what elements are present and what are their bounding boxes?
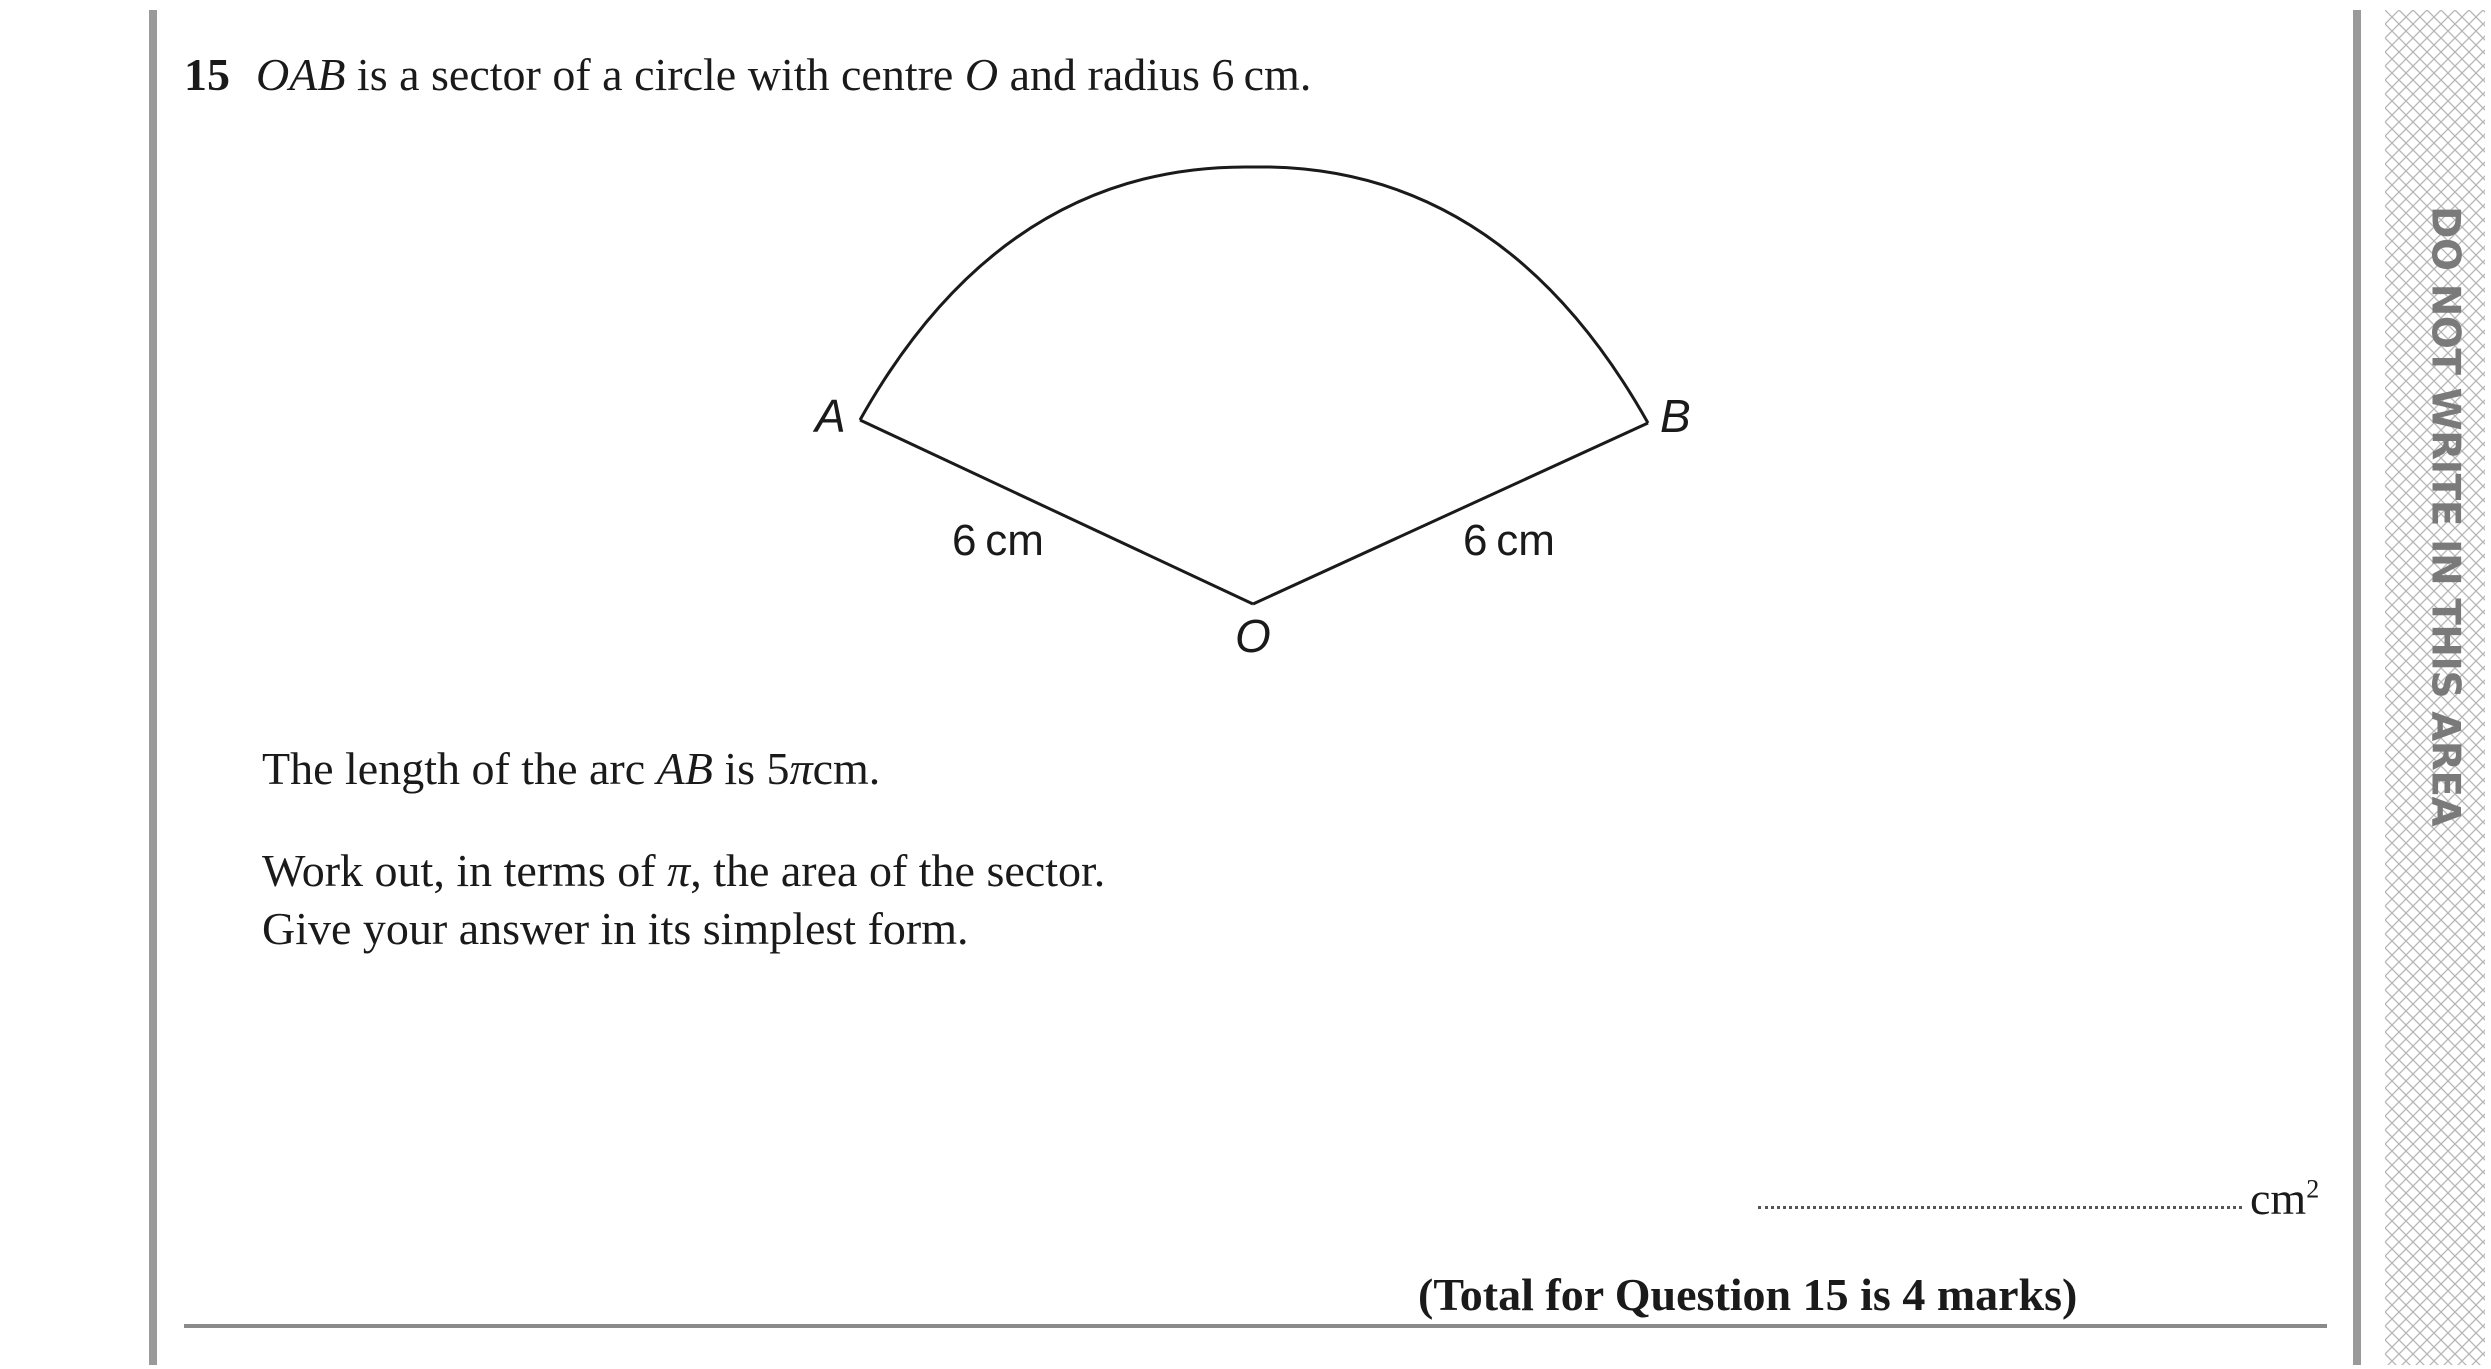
- do-not-write-notice: DO NOT WRITE IN THIS AREA: [2422, 205, 2468, 827]
- question-end-rule: [184, 1324, 2327, 1328]
- sector-arc: [860, 167, 1648, 423]
- answer-line[interactable]: [1758, 1206, 2242, 1209]
- radius-oa: [860, 420, 1253, 604]
- stem-text-2: and radius 6 cm.: [998, 49, 1312, 100]
- label-b: B: [1660, 390, 1691, 442]
- instruction-line-1: Work out, in terms of π, the area of the sector.: [262, 845, 1106, 896]
- pi-symbol: π: [667, 845, 691, 896]
- label-radius-ob: 6 cm: [1463, 516, 1555, 565]
- answer-unit: $cm^2$: [2250, 1173, 2320, 1224]
- arc-name: AB: [656, 743, 713, 794]
- stem-sector-name: OAB: [256, 49, 346, 100]
- instruction-text: [262, 842, 1105, 957]
- question-number: 15: [184, 49, 230, 100]
- label-radius-oa: 6 cm: [952, 516, 1044, 565]
- total-marks: (Total for Question 15 is 4 marks): [1418, 1269, 2078, 1320]
- stem-centre-name: O: [964, 49, 999, 100]
- radius-ob: [1253, 423, 1648, 604]
- label-a: A: [815, 390, 846, 442]
- pi-symbol: π: [789, 743, 813, 794]
- label-o: O: [1235, 610, 1271, 662]
- arc-length-statement: The length of the arc AB is 5πcm.: [262, 743, 881, 794]
- instruction-line-2: Give your answer in its simplest form.: [262, 902, 969, 954]
- stem-text-1: is a sector of a circle with centre: [345, 49, 965, 100]
